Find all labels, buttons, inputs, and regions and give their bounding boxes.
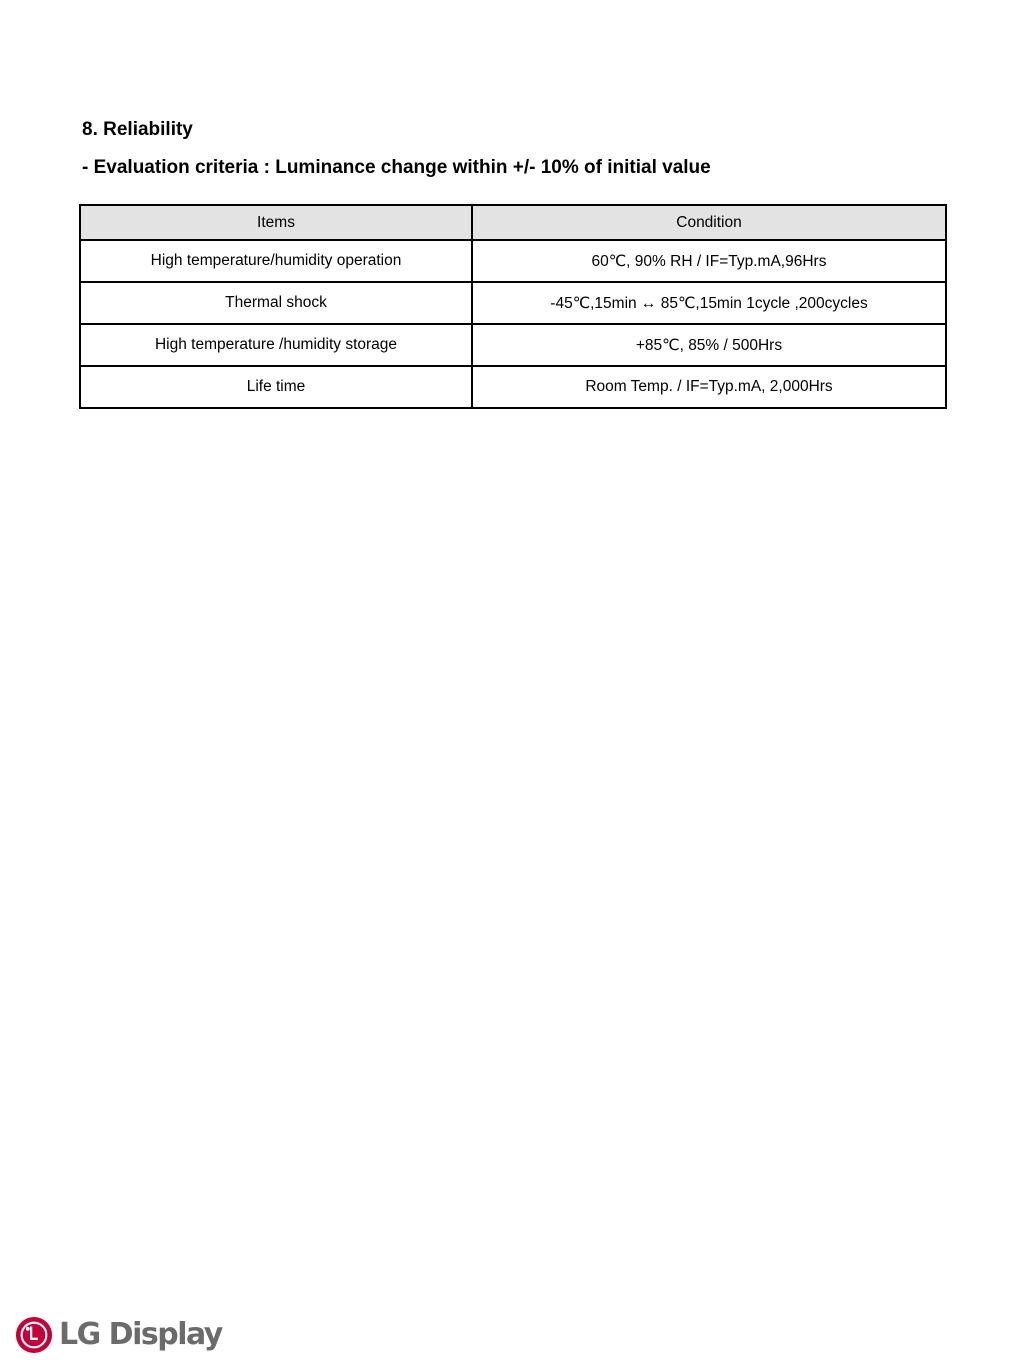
condition-cell: Room Temp. / IF=Typ.mA, 2,000Hrs xyxy=(472,366,946,408)
item-cell: High temperature/humidity operation xyxy=(80,240,472,282)
reliability-table xyxy=(79,204,947,409)
condition-cell: -45℃,15min ↔ 85℃,15min 1cycle ,200cycles xyxy=(472,282,946,324)
table-row xyxy=(80,240,946,282)
table-row xyxy=(80,282,946,324)
header-items: Items xyxy=(80,205,472,240)
condition-cell: 60℃, 90% RH / IF=Typ.mA,96Hrs xyxy=(472,240,946,282)
table-header-row xyxy=(80,205,946,240)
table-row xyxy=(80,366,946,408)
section-title: 8. Reliability xyxy=(82,119,193,140)
lg-logo-icon xyxy=(15,1316,53,1354)
header-condition: Condition xyxy=(472,205,946,240)
lg-display-logo xyxy=(15,1314,222,1356)
item-cell: High temperature /humidity storage xyxy=(80,324,472,366)
item-cell: Life time xyxy=(80,366,472,408)
item-cell: Thermal shock xyxy=(80,282,472,324)
condition-cell: +85℃, 85% / 500Hrs xyxy=(472,324,946,366)
table-row xyxy=(80,324,946,366)
logo-text: LG Display xyxy=(59,1317,222,1352)
evaluation-criteria: - Evaluation criteria : Luminance change within +/- 10% of initial value xyxy=(82,157,711,178)
